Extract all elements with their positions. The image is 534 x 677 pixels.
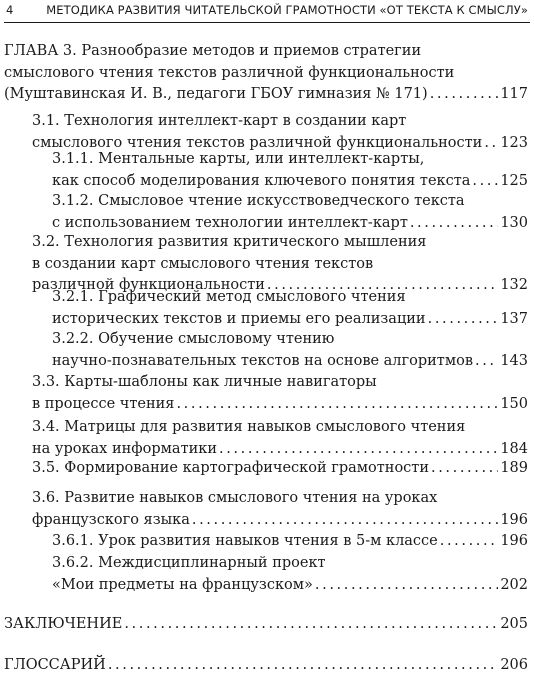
running-title: МЕТОДИКА РАЗВИТИЯ ЧИТАТЕЛЬСКОЙ ГРАМОТНОСТИ «ОТ ТЕКСТА К СМЫСЛУ» [46,3,528,17]
dot-leader [472,171,498,193]
toc-entry [52,191,528,234]
toc-entry-line: 3.2.2. Обучение смысловому чтению [52,331,335,347]
toc-entry [52,287,528,330]
dot-leader [428,309,499,331]
toc-entry-title: ЗАКЛЮЧЕНИЕ [4,616,123,632]
toc-entry-title: французского языка [32,511,190,528]
page-number: 4 [6,3,14,17]
toc-entry [32,417,528,460]
dot-leader [440,531,499,553]
dot-leader [176,394,498,416]
dot-leader [219,439,498,461]
toc-entry-title: ГЛОССАРИЙ [4,657,106,673]
toc-entry-title: исторических текстов и приемы его реализации [52,310,426,327]
toc-entry-title: на уроках информатики [32,440,217,457]
running-header [4,0,530,23]
toc-page-number: 143 [500,352,528,369]
toc-entry [4,655,528,677]
toc-entry-title: как способ моделирования ключевого понятия текста [52,172,471,189]
toc-entry [32,458,528,480]
dot-leader [315,575,498,597]
toc-page-number: 184 [500,440,528,457]
toc-entry-line: 3.1. Технология интеллект-карт в создании карт [32,113,407,129]
dot-leader [410,213,498,235]
toc-page-number: 189 [500,460,528,476]
toc-page-number: 206 [500,657,528,673]
toc-entry-title: в процессе чтения [32,395,175,412]
toc-entry-line: 3.6. Развитие навыков смыслового чтения на уроках [32,490,438,506]
toc-entry [52,553,528,596]
toc-page-number: 202 [500,576,528,593]
dot-leader [431,458,498,480]
toc-entry [32,488,528,531]
dot-leader [108,655,499,677]
toc-entry-line: смысловогo чтения текстов различной функциональности [4,64,455,81]
toc-entry [32,111,528,154]
toc-entry-title: (Муштавинская И. В., педагоги ГБОУ гимназия № 171) [4,86,428,102]
toc-entry-title: смыслового чтения текстов различной функциональности [32,134,483,151]
toc-entry-title: 3.5. Формирование картографической грамотности [32,460,429,476]
toc-entry-line: ГЛАВА 3. Разнообразие методов и приемов стратегии [4,43,422,59]
toc-entry-line: 3.4. Матрицы для развития навыков смыслового чтения [32,419,466,435]
toc-entry [4,41,528,106]
toc-entry-title: различной функциональности [32,277,265,293]
toc-page-number: 137 [500,310,528,327]
toc-entry-title: с использованием технологии интеллект-карт [52,214,408,231]
toc-entry-title: «Мои предметы на французском» [52,576,313,593]
toc-entry-title: научно-познавательных текстов на основе алгоритмов [52,352,473,369]
toc-page-number: 196 [500,511,528,528]
toc-entry-line: 3.6.2. Междисциплинарный проект [52,555,326,571]
toc-entry-line: 3.2. Технология развития критического мышления [32,234,427,250]
dot-leader [192,510,498,532]
toc-page-number: 196 [500,533,528,549]
dot-leader [124,614,498,636]
toc-entry-title: 3.6.1. Урок развития навыков чтения в 5-м классе [52,533,438,549]
toc-entry [52,329,528,372]
toc-page-number: 123 [500,134,528,151]
toc-page-number: 125 [500,172,528,189]
toc-page-number: 130 [500,214,528,231]
toc-entry [52,149,528,192]
toc-page-number: 117 [500,86,528,102]
toc-entry-line: 3.1.1. Ментальные карты, или интеллект-карты, [52,151,425,167]
toc-entry [52,531,528,553]
toc-entry-line: 3.1.2. Смысловое чтение искусствоведческого текста [52,193,465,209]
toc-entry-line: 3.2.1. Графический метод смыслового чтения [52,289,406,305]
toc-entry-line: 3.3. Карты-шаблоны как личные навигаторы [32,374,377,390]
toc-page-number: 132 [500,277,528,293]
toc-page-number: 205 [500,616,528,632]
toc-entry [4,614,528,636]
dot-leader [430,84,499,106]
toc-page-number: 150 [500,395,528,412]
toc-entry-line: в создании карт смыслового чтения текстов [32,255,374,272]
dot-leader [475,351,498,373]
toc-entry [32,372,528,415]
